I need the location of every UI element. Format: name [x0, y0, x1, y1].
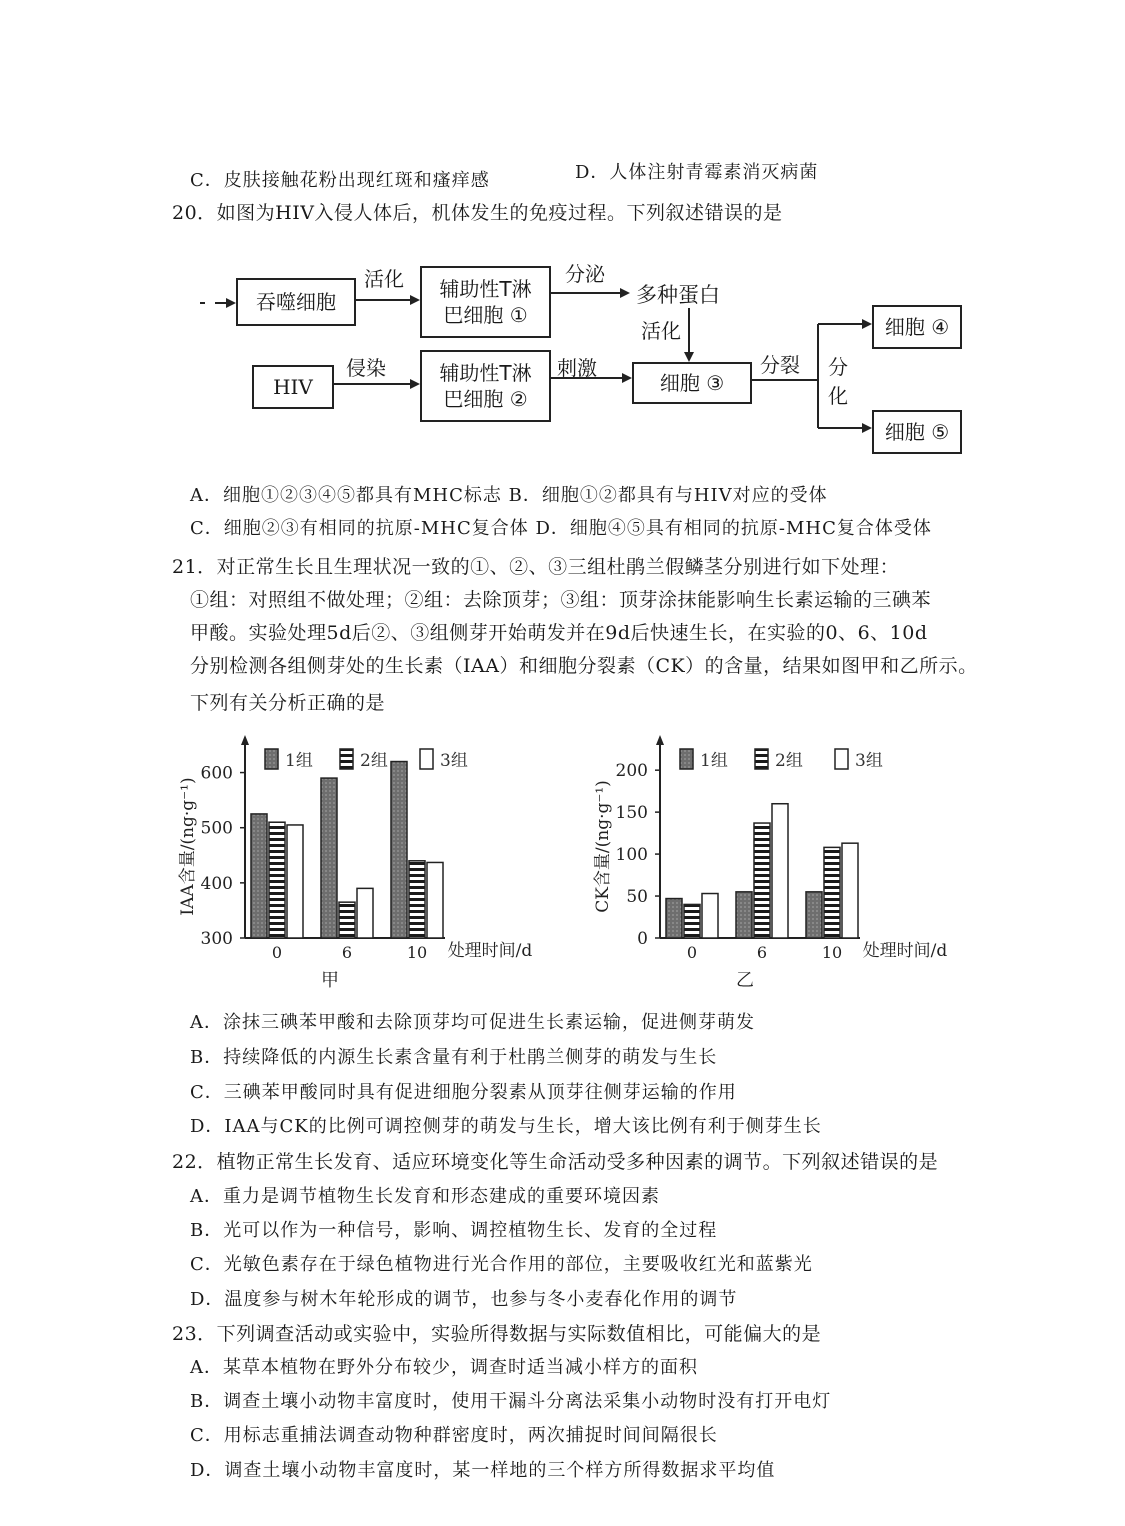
q20-option-a-b: A．细胞①②③④⑤都具有MHC标志 B．细胞①②都具有与HIV对应的受体	[190, 485, 828, 506]
q22-option-c: C．光敏色素存在于绿色植物进行光合作用的部位，主要吸收红光和蓝紫光	[190, 1254, 813, 1275]
x-tick-label: 0	[271, 943, 283, 962]
q19-option-c: C．皮肤接触花粉出现红斑和瘙痒感	[190, 170, 490, 191]
legend-swatch-3组	[835, 749, 848, 769]
q19-option-d: D．人体注射青霉素消灭病菌	[575, 162, 819, 183]
q21-option-b: B．持续降低的内源生长素含量有利于杜鹃兰侧芽的萌发与生长	[190, 1047, 718, 1068]
hiv-box: HIV	[252, 365, 334, 409]
y-tick-label: 300	[200, 929, 233, 949]
helper-t-cell-2-line2: 巴细胞 ②	[443, 387, 528, 411]
helper-t-cell-2-line1: 辅助性T淋	[439, 361, 532, 385]
diagram-arrows	[0, 0, 1125, 480]
legend-label-1组: 1组	[700, 751, 728, 771]
q23-option-d: D．调查土壤小动物丰富度时，某一样地的三个样方所得数据求平均值	[190, 1460, 776, 1481]
chart-title: 乙	[736, 970, 754, 991]
label-split: 分裂	[760, 353, 800, 377]
bar-3组-10	[427, 862, 443, 938]
q21-option-c: C．三碘苯甲酸同时具有促进细胞分裂素从顶芽往侧芽运输的作用	[190, 1082, 737, 1103]
legend-swatch-1组	[680, 749, 693, 769]
q20-option-c-d: C．细胞②③有相同的抗原-MHC复合体 D．细胞④⑤具有相同的抗原-MHC复合体受体	[190, 518, 932, 539]
helper-t-cell-1-line2: 巴细胞 ①	[443, 303, 528, 327]
label-secrete: 分泌	[565, 262, 605, 286]
q20-stem: 20．如图为HIV入侵人体后，机体发生的免疫过程。下列叙述错误的是	[172, 202, 783, 224]
y-axis-arrow	[241, 735, 249, 745]
phagocyte-box: 吞噬细胞	[236, 278, 356, 326]
label-activate-1: 活化	[364, 267, 404, 291]
q23-option-a: A．某草本植物在野外分布较少，调查时适当减小样方的面积	[190, 1357, 698, 1378]
bar-1组-0	[666, 899, 682, 938]
q21-stem-line5: 下列有关分析正确的是	[190, 692, 386, 714]
y-tick-label: 100	[615, 845, 648, 866]
y-tick-label: 600	[200, 763, 233, 784]
bar-1组-0	[251, 814, 267, 938]
chart-title: 甲	[321, 970, 339, 991]
x-tick-label: 10	[821, 943, 843, 962]
y-axis-arrow	[656, 735, 664, 745]
label-differentiate-1: 分	[828, 355, 848, 379]
x-axis-label: 处理时间/d	[447, 941, 533, 961]
q22-stem: 22．植物正常生长发育、适应环境变化等生命活动受多种因素的调节。下列叙述错误的是	[172, 1151, 939, 1173]
cell-3-box: 细胞 ③	[632, 362, 752, 404]
q21-option-a: A．涂抹三碘苯甲酸和去除顶芽均可促进生长素运输，促进侧芽萌发	[190, 1012, 755, 1033]
legend-swatch-3组	[420, 749, 433, 769]
q21-stem-line3: 甲酸。实验处理5d后②、③组侧芽开始萌发并在9d后快速生长，在实验的0、6、10d	[190, 622, 928, 644]
bar-1组-10	[391, 762, 407, 938]
y-tick-label: 150	[615, 803, 648, 824]
y-tick-label: 400	[200, 873, 233, 894]
x-tick-label: 10	[406, 943, 428, 962]
legend-label-3组: 3组	[440, 751, 468, 771]
legend-swatch-2组	[340, 749, 353, 769]
y-tick-label: 50	[626, 887, 648, 908]
helper-t-cell-1-line1: 辅助性T淋	[439, 277, 532, 301]
bar-2组-6	[339, 902, 355, 938]
helper-t-cell-1-box	[420, 266, 551, 338]
legend-label-2组: 2组	[775, 751, 803, 771]
q22-option-a: A．重力是调节植物生长发育和形态建成的重要环境因素	[190, 1186, 660, 1207]
legend-label-1组: 1组	[285, 751, 313, 771]
bar-2组-0	[684, 904, 700, 938]
label-infect: 侵染	[346, 356, 386, 380]
y-axis-label: CK含量/(ng·g⁻¹)	[593, 780, 613, 913]
q22-option-b: B．光可以作为一种信号，影响、调控植物生长、发育的全过程	[190, 1220, 718, 1241]
bar-3组-10	[842, 843, 858, 938]
proteins-label: 多种蛋白	[636, 283, 720, 307]
x-tick-label: 6	[756, 943, 768, 962]
cell-4-box: 细胞 ④	[872, 305, 962, 349]
bar-3组-6	[772, 804, 788, 938]
legend-label-2组: 2组	[360, 751, 388, 771]
bar-1组-6	[321, 778, 337, 938]
q23-option-c: C．用标志重捕法调查动物种群密度时，两次捕捉时间间隔很长	[190, 1425, 718, 1446]
q21-stem-line2: ①组：对照组不做处理；②组：去除顶芽；③组：顶芽涂抹能影响生长素运输的三碘苯	[190, 589, 932, 611]
bar-2组-10	[824, 847, 840, 938]
q21-stem-line4: 分别检测各组侧芽处的生长素（IAA）和细胞分裂素（CK）的含量，结果如图甲和乙所示。	[190, 655, 978, 677]
bar-1组-6	[736, 892, 752, 938]
bar-3组-0	[702, 894, 718, 938]
chart-iaa	[165, 730, 565, 1000]
bar-3组-0	[287, 825, 303, 938]
x-axis-label: 处理时间/d	[862, 941, 948, 961]
label-differentiate-2: 化	[828, 384, 848, 408]
q21-stem-line1: 21．对正常生长且生理状况一致的①、②、③三组杜鹃兰假鳞茎分别进行如下处理：	[172, 556, 900, 578]
y-tick-label: 0	[637, 929, 648, 949]
y-tick-label: 500	[200, 818, 233, 839]
y-axis-label: IAA含量/(ng·g⁻¹)	[178, 777, 198, 916]
x-tick-label: 6	[341, 943, 353, 962]
label-stimulate: 刺激	[557, 356, 597, 380]
bar-1组-10	[806, 892, 822, 938]
q21-option-d: D．IAA与CK的比例可调控侧芽的萌发与生长，增大该比例有利于侧芽生长	[190, 1116, 822, 1137]
bar-3组-6	[357, 888, 373, 938]
q22-option-d: D．温度参与树木年轮形成的调节，也参与冬小麦春化作用的调节	[190, 1289, 738, 1310]
legend-swatch-1组	[265, 749, 278, 769]
bar-2组-0	[269, 822, 285, 938]
legend-label-3组: 3组	[855, 751, 883, 771]
q23-option-b: B．调查土壤小动物丰富度时，使用干漏斗分离法采集小动物时没有打开电灯	[190, 1391, 832, 1412]
y-tick-label: 200	[615, 761, 648, 782]
helper-t-cell-2-box	[420, 350, 551, 422]
bar-2组-10	[409, 861, 425, 938]
q23-stem: 23．下列调查活动或实验中，实验所得数据与实际数值相比，可能偏大的是	[172, 1323, 822, 1345]
legend-swatch-2组	[755, 749, 768, 769]
cell-5-box: 细胞 ⑤	[872, 410, 962, 454]
label-activate-2: 活化	[641, 319, 681, 343]
chart-ck	[580, 730, 980, 1000]
bar-2组-6	[754, 823, 770, 938]
x-tick-label: 0	[686, 943, 698, 962]
